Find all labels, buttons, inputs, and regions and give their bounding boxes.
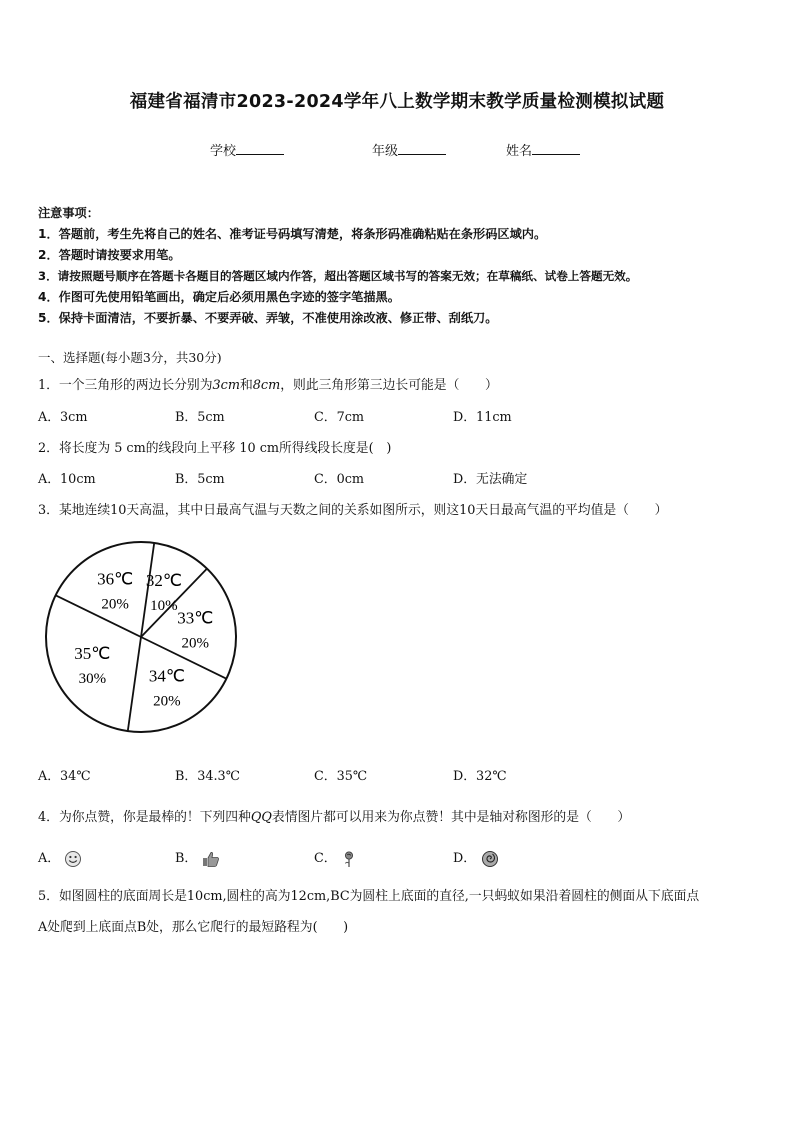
pie-percent-label: 20%: [101, 596, 129, 613]
note-item: 1．答题前，考生先将自己的姓名、准考证号码填写清楚，将条形码准确粘贴在条形码区域内。: [38, 227, 547, 241]
pie-category-label: 32℃: [145, 571, 182, 591]
pie-percent-label: 20%: [153, 693, 181, 710]
q4-option-c[interactable]: C．: [314, 847, 357, 868]
temperature-pie-chart: [38, 535, 248, 740]
school-blank[interactable]: [236, 142, 284, 155]
spiral-icon: [480, 850, 500, 868]
school-field[interactable]: 学校: [210, 140, 284, 159]
pie-percent-label: 30%: [78, 670, 107, 687]
q1-option-c[interactable]: C．7cm: [314, 410, 365, 425]
q2-option-b[interactable]: B．5cm: [175, 472, 225, 487]
grade-field[interactable]: 年级: [372, 140, 446, 159]
thumbs-up-icon: [201, 850, 221, 868]
question-3: 3．某地连续10天高温，其中日最高气温与天数之间的关系如图所示，则这10天日最高气温的平均值是（ ）: [38, 503, 668, 518]
note-item: 3．请按照题号顺序在答题卡各题目的答题区域内作答，超出答题区域书写的答案无效；在草稿纸、试卷上答题无效。: [38, 269, 638, 283]
rose-icon: [341, 850, 357, 868]
note-item: 5．保持卡面清洁，不要折暴、不要弄破、弄皱，不准使用涂改液、修正带、刮纸刀。: [38, 311, 498, 325]
pie-percent-label: 10%: [150, 598, 178, 615]
pie-category-label: 33℃: [177, 608, 214, 628]
name-field[interactable]: 姓名: [506, 140, 580, 159]
pie-category-label: 36℃: [97, 569, 134, 589]
note-item: 4．作图可先使用铅笔画出，确定后必须用黑色字迹的签字笔描黑。: [38, 290, 400, 304]
question-4: 4．为你点赞，你是最棒的！下列四种QQ表情图片都可以用来为你点赞！其中是轴对称图形的是（ ）: [38, 810, 631, 825]
q3-option-d[interactable]: D．32℃: [453, 769, 507, 784]
name-blank[interactable]: [532, 142, 580, 155]
pie-category-label: 34℃: [148, 666, 185, 686]
q3-option-a[interactable]: A．34℃: [38, 769, 91, 784]
q3-option-c[interactable]: C．35℃: [314, 769, 368, 784]
q2-option-d[interactable]: D．无法确定: [453, 472, 528, 487]
question-1: 1．一个三角形的两边长分别为3cm和8cm，则此三角形第三边长可能是（ ）: [38, 378, 498, 393]
pie-category-label: 35℃: [74, 643, 111, 663]
notes-heading: 注意事项：: [38, 206, 99, 220]
smiley-icon: [64, 850, 82, 868]
note-item: 2．答题时请按要求用笔。: [38, 248, 181, 262]
pie-percent-label: 20%: [181, 635, 210, 652]
section-heading: 一、选择题(每小题3分，共30分): [38, 350, 222, 365]
grade-blank[interactable]: [398, 142, 446, 155]
q1-option-d[interactable]: D．11cm: [453, 410, 512, 425]
page-title: 福建省福清市2023-2024学年八上数学期末教学质量检测模拟试题: [129, 92, 665, 112]
question-2: 2．将长度为 5 cm的线段向上平移 10 cm所得线段长度是( ): [38, 441, 392, 456]
q4-option-b[interactable]: B．: [175, 847, 221, 868]
question-5-line-2: A处爬到上底面点B处，那么它爬行的最短路程为( ): [38, 920, 349, 935]
q1-option-b[interactable]: B．5cm: [175, 410, 225, 425]
q4-option-d[interactable]: D．: [453, 847, 500, 868]
q4-option-a[interactable]: A．: [38, 847, 82, 868]
q3-option-b[interactable]: B．34.3℃: [175, 769, 241, 784]
q1-option-a[interactable]: A．3cm: [38, 410, 88, 425]
notes-section: [38, 203, 768, 329]
question-5-line-1: 5．如图圆柱的底面周长是10cm,圆柱的高为12cm,BC为圆柱上底面的直径,一只蚂蚁如果沿着圆柱的侧面从下底面点: [38, 889, 700, 904]
q2-option-c[interactable]: C．0cm: [314, 472, 365, 487]
q2-option-a[interactable]: A．10cm: [38, 472, 96, 487]
